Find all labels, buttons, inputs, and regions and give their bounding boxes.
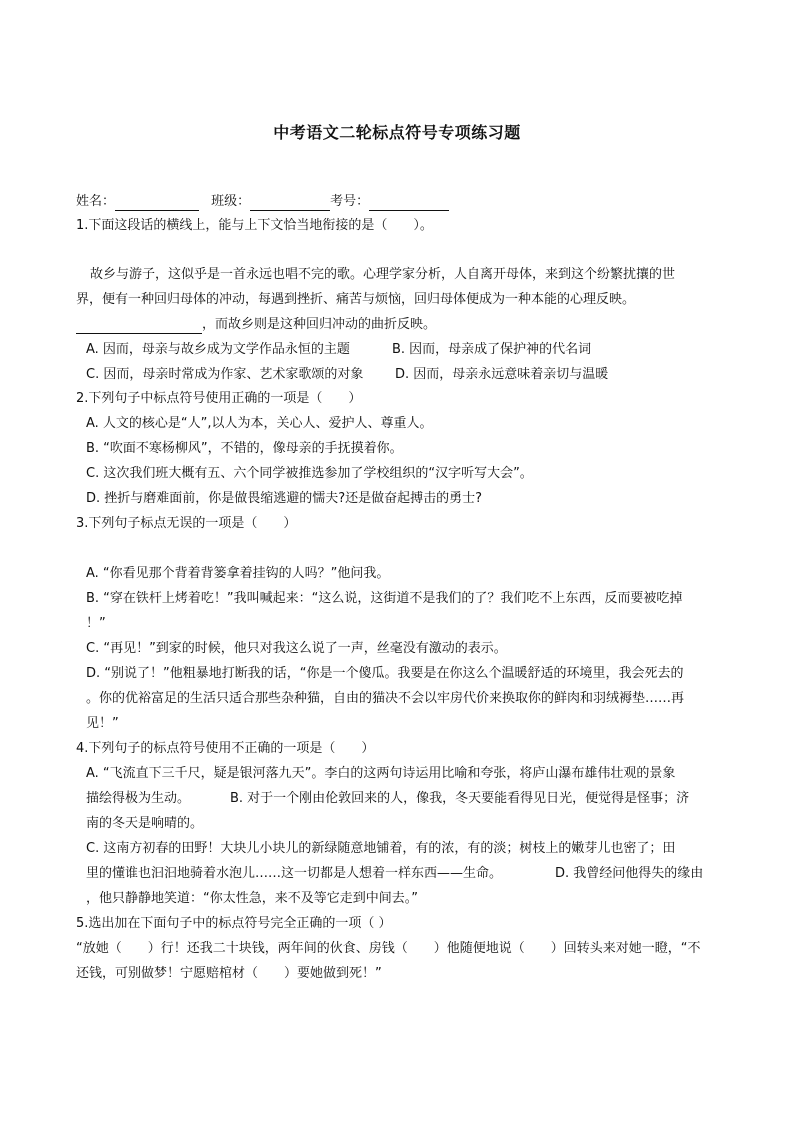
option-c: C. 这次我们班大概有五、六个同学被推选参加了学校组织的“汉字听写大会”。 [86, 466, 533, 481]
name-label: 姓名： [76, 194, 116, 209]
option-d-cont: 见！” [86, 716, 119, 731]
passage-text: ，而故乡则是这种回归冲动的曲折反映。 [202, 317, 437, 332]
question-3-stem: 3.下列句子标点无误的一项是（ ） [76, 516, 297, 531]
student-info-line [76, 193, 449, 211]
option-d: D. “别说了！”他粗暴地打断我的话，“你是一个傻瓜。我要是在你这么个温暖舒适的环境里，我会死去的 [86, 666, 684, 681]
class-blank[interactable] [250, 196, 330, 211]
passage-line: 故乡与游子，这似乎是一首永远也唱不完的歌。心理学家分析，人自离开母体，来到这个纷繁扰攘的世 [90, 267, 676, 282]
option-c: C. “再见！”到家的时候，他只对我这么说了一声，丝毫没有激动的表示。 [86, 641, 507, 656]
answer-blank[interactable] [76, 319, 202, 334]
question-2-stem: 2.下列句子中标点符号使用正确的一项是（ ） [76, 391, 362, 406]
option-c: C. 这南方初春的田野！大块儿小块儿的新绿随意地铺着，有的浓，有的淡；树枝上的嫩芽儿也密了；田 [86, 841, 676, 856]
question-5-stem: 5.选出加在下面句子中的标点符号完全正确的一项（ ） [76, 916, 392, 931]
question-4-stem: 4.下列句子的标点符号使用不正确的一项是（ ） [76, 741, 375, 756]
option-b: B. “吹面不寒杨柳风”，不错的，像母亲的手抚摸着你。 [86, 441, 403, 456]
option-a: A. “飞流直下三千尺，疑是银河落九天”。李白的这两句诗运用比喻和夸张，将庐山瀑布雄伟壮观的景象 [86, 766, 676, 781]
option-b-cont: ！” [86, 616, 106, 631]
option-b-cont: 南的冬天是响晴的。 [86, 816, 204, 831]
option-d: D. 我曾经问他得失的缘由 [555, 866, 704, 881]
option-c: C. 因而，母亲时常成为作家、艺术家歌颂的对象 [86, 367, 364, 382]
passage-line: 界，便有一种回归母体的冲动，每遇到挫折、痛苦与烦恼，回归母体便成为一种本能的心理反映。 [76, 292, 636, 307]
question-5-line: 还钱，可别做梦！宁愿赔棺材（ ）要她做到死！” [76, 966, 382, 981]
option-d: D. 挫折与磨难面前，你是做畏缩逃避的懦夫?还是做奋起搏击的勇士? [86, 491, 483, 506]
option-a: A. 人文的核心是“人”,以人为本，关心人、爱护人、尊重人。 [86, 416, 433, 431]
option-b: B. 因而，母亲成了保护神的代名词 [392, 342, 592, 357]
passage-blank-line [76, 316, 436, 334]
class-label: 班级： [211, 194, 251, 209]
option-a: A. 因而，母亲与故乡成为文学作品永恒的主题 [86, 342, 350, 357]
question-5-line: “放她（ ）行！还我二十块钱，两年间的伙食、房钱（ ）他随便地说（ ）回转头来对她一瞪，“不 [76, 941, 701, 956]
option-b: B. 对于一个刚由伦敦回来的人，像我，冬天要能看得见日光，便觉得是怪事；济 [230, 791, 690, 806]
question-1-stem: 1.下面这段话的横线上，能与上下文恰当地衔接的是（ ）。 [76, 218, 433, 233]
exam-blank[interactable] [369, 196, 449, 211]
option-d: D. 因而，母亲永远意味着亲切与温暖 [395, 367, 609, 382]
document-title: 中考语文二轮标点符号专项练习题 [273, 123, 521, 142]
name-blank[interactable] [115, 196, 199, 211]
option-c-cont: 里的懂谁也汩汩地骑着水泡儿……这一切都是人想着一样东西——生命。 [86, 866, 503, 881]
option-b: B. “穿在铁杆上烤着吃！”我叫喊起来：“这么说，这街道不是我们的了？我们吃不上东西，反而要被吃掉 [86, 591, 683, 606]
option-d-cont: 。你的优裕富足的生活只适合那些杂种猫，自由的猫决不会以牢房代价来换取你的鲜肉和羽绒褥垫……再 [86, 691, 685, 706]
option-d-cont: ，他只静静地笑道：“你太性急，来不及等它走到中间去。” [86, 891, 418, 906]
exam-label: 考号： [330, 194, 370, 209]
option-a: A. “你看见那个背着背篓拿着挂钩的人吗？”他问我。 [86, 566, 390, 581]
option-a-cont: 描绘得极为生动。 [86, 791, 191, 806]
